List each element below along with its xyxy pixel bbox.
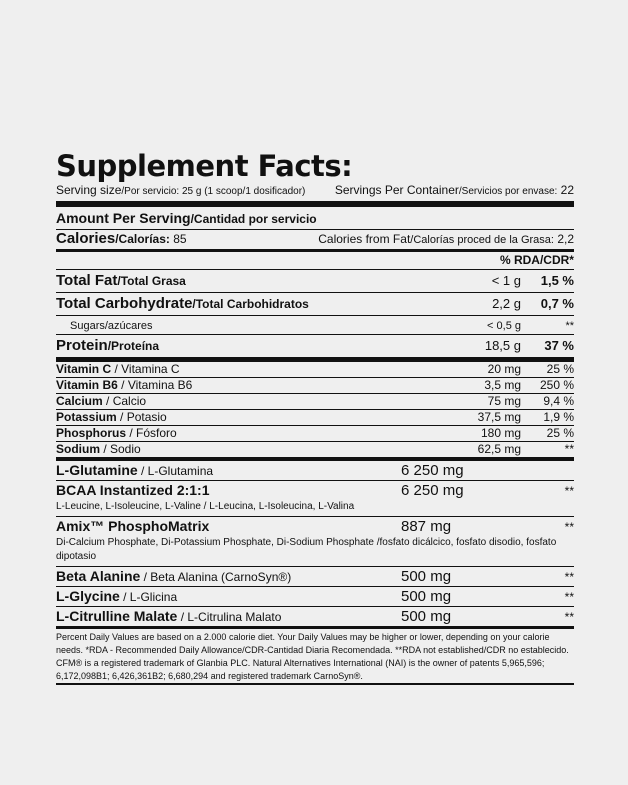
ingredient-amount: 500 mg	[401, 568, 452, 585]
ingredient-amount: 887 mg	[401, 518, 452, 535]
micros-section	[56, 362, 574, 457]
nutrient-es: / Sodio	[100, 442, 141, 456]
panel-title: Supplement Facts:	[56, 149, 353, 183]
nutrient-amount: 62,5 mg	[477, 442, 521, 456]
micro-row	[56, 362, 574, 377]
rda-header: % RDA/CDR*	[499, 253, 574, 267]
nutrient-en: Phosphorus	[56, 426, 127, 440]
nutrient-name	[56, 394, 401, 409]
calories-row: Calories/Calorías: 85 Calories from Fat/Calorías proced de la Grasa: 2,2	[56, 230, 574, 247]
ingredient-row	[56, 567, 574, 586]
nutrient-amount: 2,2 g	[492, 296, 521, 311]
calories-label: Calories	[56, 230, 116, 247]
ingredient-es: / L-Glutamina	[137, 464, 214, 478]
rda-header-row	[56, 252, 574, 269]
serving-size-es: /Por servicio: 25 g (1 scoop/1 dosificador)	[121, 186, 306, 197]
ingredient-en: L-Citrulline Malate	[56, 608, 178, 624]
nutrient-es: /Total Carbohidratos	[192, 297, 309, 311]
nutrient-rda: 1,9 %	[543, 410, 574, 424]
ingredient-row	[56, 481, 574, 500]
ingredient-name	[56, 517, 401, 536]
ingredient-row	[56, 517, 574, 536]
ingredient-rda: **	[564, 590, 574, 604]
ingredient-es: / L-Citrulina Malato	[177, 610, 282, 624]
ingredient-amount: 6 250 mg	[401, 482, 464, 499]
nutrient-en: Total Fat	[56, 272, 118, 289]
ingredient-name	[56, 567, 401, 586]
nutrient-rda: **	[564, 442, 574, 456]
footnote: Percent Daily Values are based on a 2.000 calorie diet. Your Daily Values may be higher or lower, depending on your calorie needs. *RDA - Recommended Daily Allowance/CDR-Cantidad Diaria Recomendada. **RDA not established/CDR no establecido. CFM® is a registered trademark of Glanbia PLC. Natural Alternatives International (NAI) is the owner of patents 5,965,596; 6,172,098B1; 6,426,361B2; 6,680,294 and registered trademark CarnoSyn®.	[56, 632, 569, 681]
micro-row	[56, 442, 574, 457]
nutrient-es: / Vitamina C	[111, 362, 180, 376]
ingredient-name	[56, 461, 401, 480]
nutrient-rda: 25 %	[546, 426, 574, 440]
ingredient-rda: **	[564, 610, 574, 624]
ingredient-rda: **	[564, 484, 574, 498]
ingredient-desc: Di-Calcium Phosphate, Di-Potassium Phosphate, Di-Sodium Phosphate /fosfato dicálcico, fosfato disodio, fosfato dipotasio	[56, 537, 557, 562]
macro-row	[56, 316, 574, 334]
nutrient-name	[56, 316, 401, 334]
nutrient-amount: 3,5 mg	[484, 378, 521, 392]
nutrient-en: Potassium	[56, 410, 117, 424]
ingredient-rda: **	[564, 570, 574, 584]
ingredient-en: L-Glutamine	[56, 462, 138, 478]
ingredient-amount: 500 mg	[401, 588, 452, 605]
nutrient-rda: 9,4 %	[543, 394, 574, 408]
ingredient-es: / L-Glicina	[119, 590, 178, 604]
nutrient-name	[56, 426, 401, 441]
nutrient-name	[56, 362, 401, 377]
macro-row	[56, 270, 574, 292]
ingredient-en: L-Glycine	[56, 588, 120, 604]
ingredient-en: BCAA Instantized 2:1:1	[56, 482, 210, 498]
micro-row	[56, 410, 574, 425]
macro-row	[56, 293, 574, 315]
nutrient-en: Vitamin C	[56, 362, 112, 376]
macro-row	[56, 335, 574, 357]
nutrient-en: Calcium	[56, 394, 103, 408]
nutrient-es: /Total Grasa	[117, 274, 186, 288]
serving-size-label: Serving size	[56, 183, 122, 197]
amount-per-serving: Amount Per Serving/Cantidad por servicio	[56, 210, 317, 226]
nutrient-amount: 20 mg	[487, 362, 521, 376]
nutrient-en: Total Carbohydrate	[56, 295, 193, 312]
ingredient-row	[56, 607, 574, 626]
macros-section	[56, 270, 574, 357]
ingredient-desc: L-Leucine, L-Isoleucine, L-Valine / L-Leucina, L-Isoleucina, L-Valina	[56, 501, 355, 512]
micro-row	[56, 378, 574, 393]
ingredient-row	[56, 587, 574, 606]
nutrient-en: Sugars/azúcares	[70, 320, 153, 332]
nutrient-name	[56, 410, 401, 425]
nutrient-es: / Potasio	[116, 410, 167, 424]
serving-info	[56, 182, 574, 201]
micro-row	[56, 394, 574, 409]
calories-from-fat-value: 2,2	[557, 232, 574, 246]
nutrient-name	[56, 378, 401, 393]
nutrient-amount: 37,5 mg	[477, 410, 521, 424]
nutrient-name	[56, 336, 401, 356]
nutrient-es: /Proteína	[107, 339, 160, 353]
nutrient-rda: **	[565, 320, 574, 332]
nutrient-es: / Vitamina B6	[117, 378, 193, 392]
ingredient-rda: **	[564, 520, 574, 534]
nutrient-es: / Fósforo	[126, 426, 177, 440]
ingredient-row	[56, 461, 574, 480]
ingredient-name	[56, 587, 401, 606]
servings-value: 22	[560, 183, 574, 197]
nutrient-rda: 37 %	[544, 338, 574, 353]
nutrient-amount: 75 mg	[487, 394, 521, 408]
nutrient-amount: 180 mg	[480, 426, 521, 440]
ingredient-amount: 500 mg	[401, 608, 452, 625]
ingredient-en: Beta Alanine	[56, 568, 141, 584]
calories-from-fat-label: Calories from Fat	[318, 232, 411, 246]
nutrient-es: / Calcio	[102, 394, 147, 408]
ingredient-name	[56, 607, 401, 626]
micro-row	[56, 426, 574, 441]
ingredient-amount: 6 250 mg	[401, 462, 464, 479]
nutrient-amount: < 0,5 g	[487, 320, 521, 332]
nutrient-rda: 250 %	[539, 378, 574, 392]
servings-label: Servings Per Container	[334, 183, 459, 197]
nutrient-en: Sodium	[56, 442, 100, 456]
supplement-facts-panel	[56, 150, 574, 685]
nutrient-amount: 18,5 g	[484, 338, 521, 353]
nutrient-en: Vitamin B6	[56, 378, 118, 392]
servings-es: /Servicios por envase:	[458, 186, 558, 197]
nutrient-rda: 25 %	[546, 362, 574, 376]
nutrient-en: Protein	[56, 337, 108, 354]
nutrient-name	[56, 442, 401, 457]
calories-value: 85	[173, 232, 187, 246]
nutrient-rda: 1,5 %	[540, 273, 574, 288]
nutrient-amount: < 1 g	[491, 273, 521, 288]
ingredients-section	[56, 461, 574, 626]
nutrient-name	[56, 294, 401, 314]
ingredient-es: / Beta Alanina (CarnoSyn®)	[140, 570, 292, 584]
ingredient-en: Amix™ PhosphoMatrix	[56, 518, 210, 534]
ingredient-name	[56, 481, 401, 500]
nutrient-rda: 0,7 %	[540, 296, 574, 311]
nutrient-name	[56, 271, 401, 291]
